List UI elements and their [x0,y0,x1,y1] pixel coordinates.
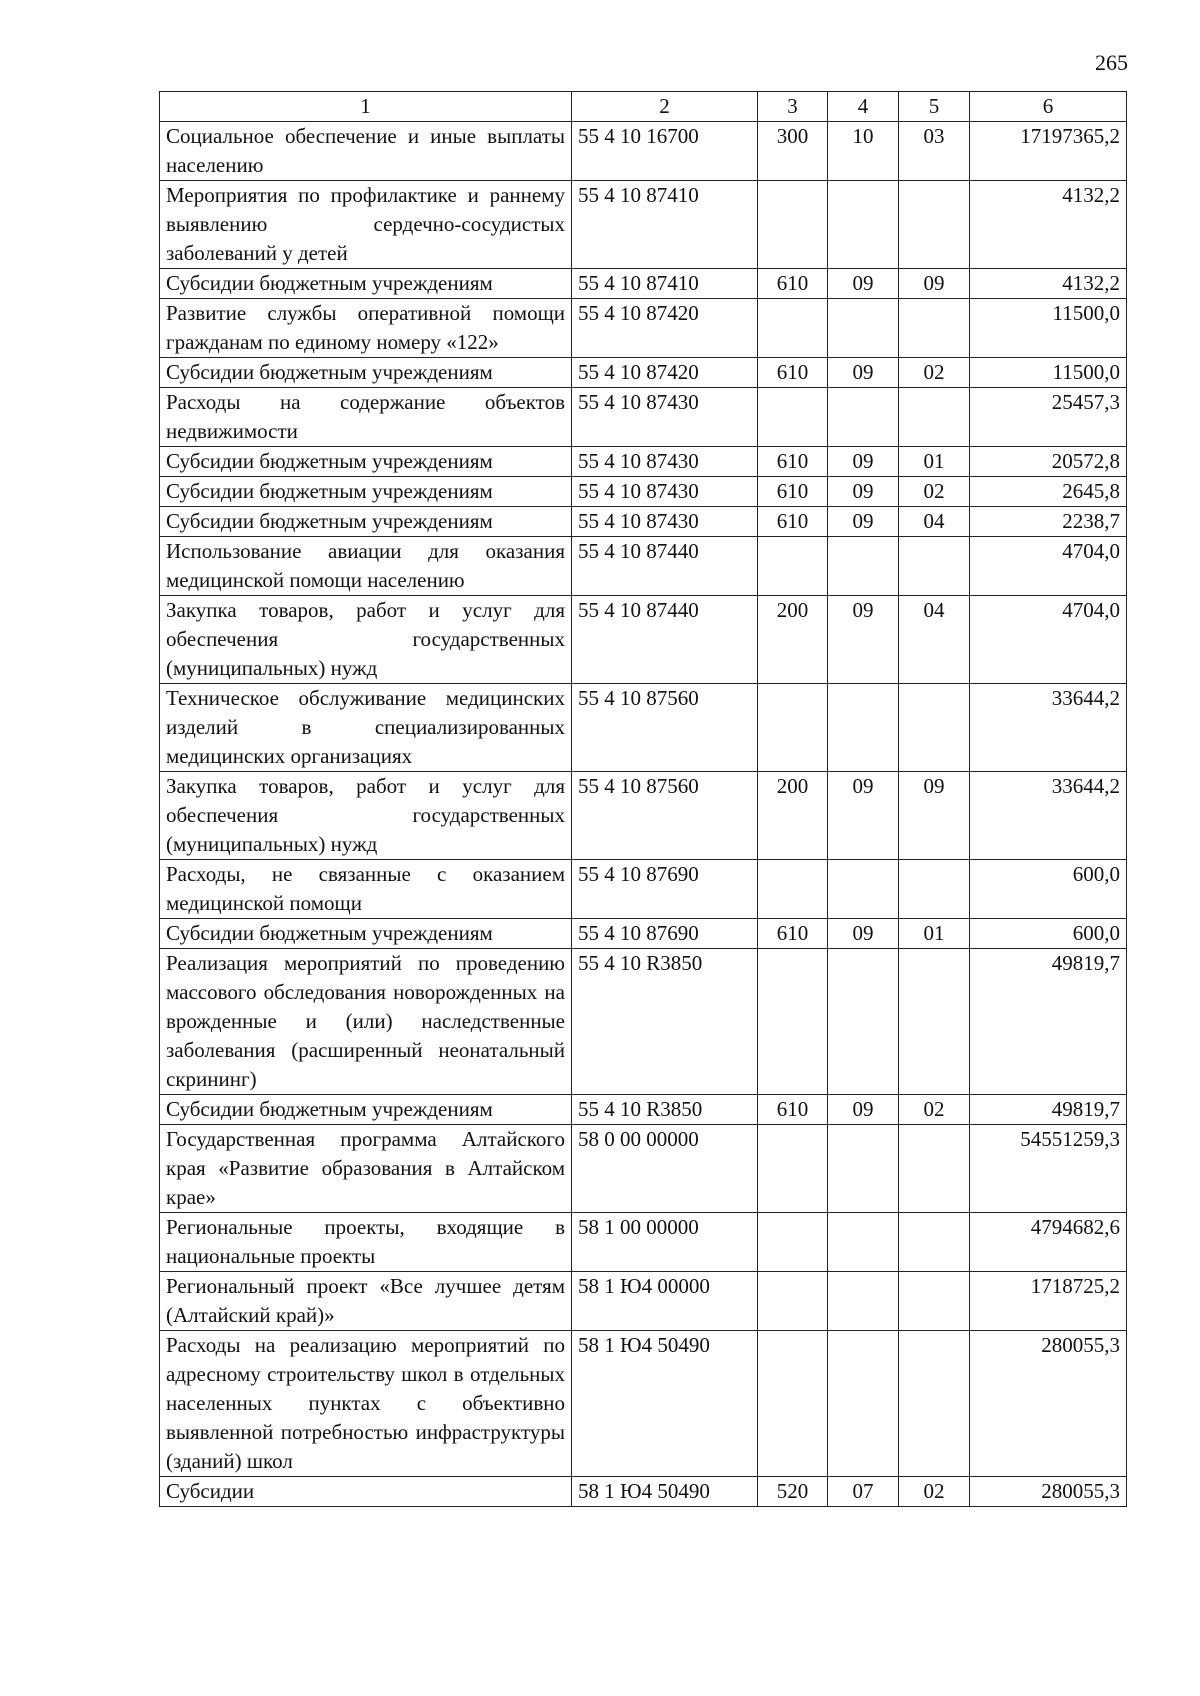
header-col-5: 5 [899,92,970,122]
amount-cell: 11500,0 [970,299,1127,358]
amount-cell: 49819,7 [970,949,1127,1095]
header-row [160,92,1127,122]
amount-cell: 25457,3 [970,388,1127,447]
header-col-2: 2 [572,92,758,122]
code-cell: 55 4 10 87560 [572,684,758,772]
table-row [160,684,1127,772]
col4-cell: 09 [828,507,899,537]
table-row [160,919,1127,949]
header-col-1: 1 [160,92,572,122]
code-cell: 55 4 10 87430 [572,447,758,477]
col3-cell [758,1331,828,1477]
col3-cell [758,949,828,1095]
header-col-6: 6 [970,92,1127,122]
amount-cell: 2645,8 [970,477,1127,507]
name-cell: Субсидии бюджетным учреждениям [160,447,572,477]
name-cell: Субсидии бюджетным учреждениям [160,507,572,537]
code-cell: 55 4 10 87430 [572,477,758,507]
col4-cell: 09 [828,772,899,860]
table-row [160,299,1127,358]
col5-cell [899,860,970,919]
name-cell: Государственная программа Алтайского края «Развитие образования в Алтайском крае» [160,1125,572,1213]
amount-cell: 49819,7 [970,1095,1127,1125]
col5-cell [899,1272,970,1331]
col3-cell [758,684,828,772]
col5-cell [899,684,970,772]
code-cell: 55 4 10 R3850 [572,949,758,1095]
col3-cell: 610 [758,358,828,388]
code-cell: 58 0 00 00000 [572,1125,758,1213]
amount-cell: 54551259,3 [970,1125,1127,1213]
name-cell: Субсидии бюджетным учреждениям [160,477,572,507]
code-cell: 55 4 10 87410 [572,181,758,269]
amount-cell: 33644,2 [970,684,1127,772]
amount-cell: 4794682,6 [970,1213,1127,1272]
col5-cell [899,181,970,269]
col5-cell: 04 [899,596,970,684]
code-cell: 55 4 10 87690 [572,919,758,949]
col4-cell: 09 [828,919,899,949]
col3-cell: 300 [758,122,828,181]
col3-cell [758,860,828,919]
amount-cell: 4132,2 [970,181,1127,269]
code-cell: 55 4 10 87420 [572,358,758,388]
amount-cell: 4704,0 [970,596,1127,684]
name-cell: Региональный проект «Все лучшее детям (Алтайский край)» [160,1272,572,1331]
col4-cell: 09 [828,1095,899,1125]
table-row [160,447,1127,477]
name-cell: Социальное обеспечение и иные выплаты населению [160,122,572,181]
name-cell: Реализация мероприятий по проведению массового обследования новорожденных на врожденные и (или) наследственные заболевания (расширенный неонатальный скрининг) [160,949,572,1095]
code-cell: 55 4 10 R3850 [572,1095,758,1125]
col4-cell: 10 [828,122,899,181]
col3-cell: 610 [758,919,828,949]
name-cell: Мероприятия по профилактике и раннему выявлению сердечно-сосудистых заболеваний у детей [160,181,572,269]
table-row [160,388,1127,447]
table-row [160,1213,1127,1272]
col3-cell: 610 [758,269,828,299]
name-cell: Развитие службы оперативной помощи гражданам по единому номеру «122» [160,299,572,358]
amount-cell: 4132,2 [970,269,1127,299]
col4-cell [828,537,899,596]
name-cell: Расходы, не связанные с оказанием медицинской помощи [160,860,572,919]
col5-cell [899,1331,970,1477]
col4-cell: 09 [828,358,899,388]
col3-cell: 200 [758,772,828,860]
table-row [160,537,1127,596]
table-row [160,1095,1127,1125]
table-row [160,596,1127,684]
name-cell: Субсидии бюджетным учреждениям [160,269,572,299]
amount-cell: 1718725,2 [970,1272,1127,1331]
col3-cell [758,1125,828,1213]
col3-cell: 610 [758,477,828,507]
col5-cell [899,1125,970,1213]
name-cell: Региональные проекты, входящие в национальные проекты [160,1213,572,1272]
header-col-4: 4 [828,92,899,122]
name-cell: Субсидии [160,1477,572,1507]
amount-cell: 600,0 [970,860,1127,919]
name-cell: Использование авиации для оказания медицинской помощи населению [160,537,572,596]
table-row [160,1125,1127,1213]
col5-cell [899,1213,970,1272]
code-cell: 55 4 10 87440 [572,596,758,684]
code-cell: 55 4 10 87440 [572,537,758,596]
col5-cell: 03 [899,122,970,181]
code-cell: 55 4 10 87420 [572,299,758,358]
col4-cell [828,1331,899,1477]
col5-cell [899,299,970,358]
col3-cell [758,537,828,596]
table-row [160,1272,1127,1331]
page-number: 265 [1095,50,1128,75]
table-row [160,1331,1127,1477]
code-cell: 58 1 Ю4 00000 [572,1272,758,1331]
col4-cell [828,1125,899,1213]
code-cell: 55 4 10 87430 [572,388,758,447]
amount-cell: 20572,8 [970,447,1127,477]
amount-cell: 280055,3 [970,1331,1127,1477]
table-row [160,122,1127,181]
col4-cell [828,949,899,1095]
col4-cell [828,684,899,772]
table-row [160,507,1127,537]
col3-cell [758,1213,828,1272]
col3-cell [758,299,828,358]
amount-cell: 17197365,2 [970,122,1127,181]
table-row [160,1477,1127,1507]
name-cell: Субсидии бюджетным учреждениям [160,358,572,388]
code-cell: 58 1 Ю4 50490 [572,1477,758,1507]
table-row [160,269,1127,299]
code-cell: 55 4 10 87410 [572,269,758,299]
table-row [160,949,1127,1095]
col5-cell: 02 [899,477,970,507]
col4-cell [828,388,899,447]
name-cell: Субсидии бюджетным учреждениям [160,919,572,949]
col3-cell: 200 [758,596,828,684]
col5-cell [899,949,970,1095]
col3-cell: 610 [758,447,828,477]
col4-cell [828,860,899,919]
col4-cell: 09 [828,447,899,477]
name-cell: Субсидии бюджетным учреждениям [160,1095,572,1125]
code-cell: 58 1 Ю4 50490 [572,1331,758,1477]
col4-cell: 09 [828,477,899,507]
col4-cell [828,1213,899,1272]
col5-cell: 09 [899,772,970,860]
name-cell: Техническое обслуживание медицинских изделий в специализированных медицинских организациях [160,684,572,772]
col5-cell [899,388,970,447]
col3-cell: 610 [758,507,828,537]
table-row [160,772,1127,860]
header-col-3: 3 [758,92,828,122]
code-cell: 55 4 10 87430 [572,507,758,537]
budget-table [159,91,1127,1507]
col5-cell: 01 [899,447,970,477]
table-row [160,860,1127,919]
col5-cell: 02 [899,358,970,388]
name-cell: Расходы на содержание объектов недвижимости [160,388,572,447]
amount-cell: 33644,2 [970,772,1127,860]
col3-cell: 610 [758,1095,828,1125]
col4-cell [828,181,899,269]
col5-cell: 02 [899,1095,970,1125]
table-row [160,181,1127,269]
col4-cell: 09 [828,596,899,684]
name-cell: Расходы на реализацию мероприятий по адресному строительству школ в отдельных населенных пунктах с объективно выявленной потребностью инфраструктуры (зданий) школ [160,1331,572,1477]
col3-cell: 520 [758,1477,828,1507]
col5-cell: 04 [899,507,970,537]
col3-cell [758,181,828,269]
col4-cell: 09 [828,269,899,299]
amount-cell: 4704,0 [970,537,1127,596]
amount-cell: 2238,7 [970,507,1127,537]
name-cell: Закупка товаров, работ и услуг для обеспечения государственных (муниципальных) нужд [160,772,572,860]
name-cell: Закупка товаров, работ и услуг для обеспечения государственных (муниципальных) нужд [160,596,572,684]
amount-cell: 11500,0 [970,358,1127,388]
col5-cell: 09 [899,269,970,299]
code-cell: 55 4 10 87560 [572,772,758,860]
code-cell: 55 4 10 16700 [572,122,758,181]
table-row [160,477,1127,507]
col4-cell: 07 [828,1477,899,1507]
table-row [160,358,1127,388]
amount-cell: 280055,3 [970,1477,1127,1507]
col5-cell: 01 [899,919,970,949]
amount-cell: 600,0 [970,919,1127,949]
col4-cell [828,299,899,358]
col5-cell: 02 [899,1477,970,1507]
col3-cell [758,1272,828,1331]
code-cell: 58 1 00 00000 [572,1213,758,1272]
col3-cell [758,388,828,447]
col5-cell [899,537,970,596]
code-cell: 55 4 10 87690 [572,860,758,919]
col4-cell [828,1272,899,1331]
